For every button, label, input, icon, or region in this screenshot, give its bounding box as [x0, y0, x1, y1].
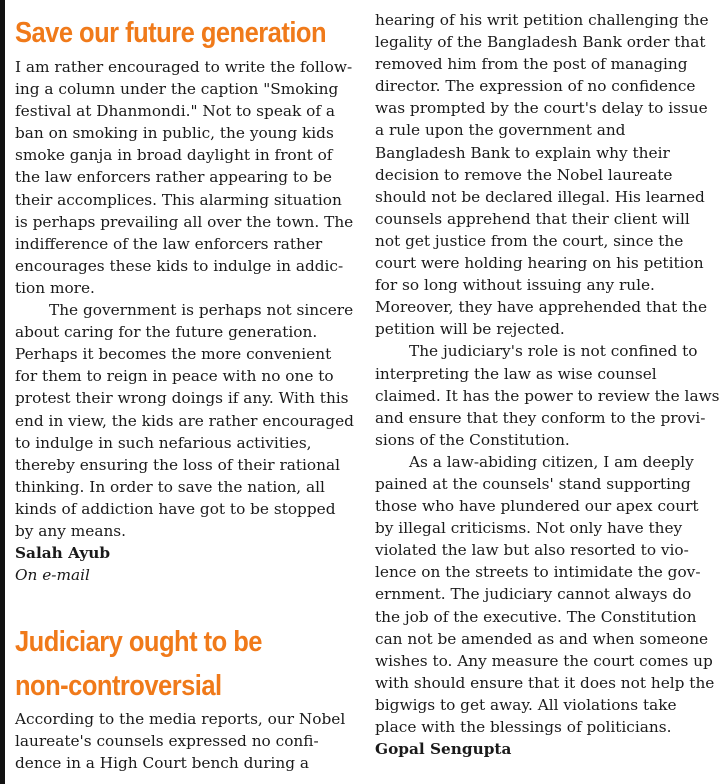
text-line: the job of the executive. The Constitution: [375, 607, 697, 626]
text-line: removed him from the post of managing: [375, 55, 688, 74]
text-line: claimed. It has the power to review the laws: [375, 386, 720, 405]
text-line: their accomplices. This alarming situation: [15, 190, 342, 209]
text-line: not get justice from the court, since the: [375, 231, 684, 250]
text-line: for them to reign in peace with no one to: [15, 367, 334, 386]
text-line: for so long without issuing any rule.: [375, 276, 655, 295]
text-line: bigwigs to get away. All violations take: [375, 695, 677, 714]
letter1-source: On e-mail: [15, 566, 90, 585]
text-line: According to the media reports, our Nobel: [15, 710, 346, 729]
letter2-paragraph-1-part-a: [15, 708, 351, 774]
text-line: protest their wrong doings if any. With this: [15, 389, 349, 408]
letter2-paragraph-1-part-b: [375, 9, 717, 340]
text-line: The judiciary's role is not confined to: [409, 342, 698, 361]
text-line: encourages these kids to indulge in addic-: [15, 256, 344, 275]
text-line: is perhaps prevailing all over the town. The: [15, 212, 354, 231]
left-border-bar: [0, 0, 5, 784]
letter2-headline-line2: non-controversial: [15, 670, 222, 703]
left-column: [15, 0, 354, 775]
text-line: about caring for the future generation.: [15, 323, 318, 342]
text-line: sions of the Constitution.: [375, 430, 570, 449]
text-line: interpreting the law as wise counsel: [375, 364, 657, 383]
text-line: director. The expression of no confidence: [375, 77, 696, 96]
text-line: wishes to. Any measure the court comes up: [375, 651, 713, 670]
text-line: with should ensure that it does not help the: [375, 673, 715, 692]
text-line: thereby ensuring the loss of their rational: [15, 455, 341, 474]
text-line: court were holding hearing on his petition: [375, 254, 704, 273]
text-line: As a law-abiding citizen, I am deeply: [409, 452, 694, 471]
text-line: can not be amended as and when someone: [375, 629, 709, 648]
text-line: tion more.: [15, 278, 95, 297]
text-line: violated the law but also resorted to vio-: [375, 541, 689, 560]
text-line: smoke ganja in broad daylight in front of: [15, 146, 333, 165]
letter2-paragraph-3: [375, 451, 717, 738]
text-line: ernment. The judiciary cannot always do: [375, 585, 692, 604]
text-line: laureate's counsels expressed no confi-: [15, 732, 319, 751]
text-line: legality of the Bangladesh Bank order that: [375, 33, 706, 52]
text-line: ing a column under the caption "Smoking: [15, 80, 339, 99]
text-line: lence on the streets to intimidate the gov-: [375, 563, 701, 582]
letter1-paragraph-2: [15, 299, 354, 542]
letter2-paragraph-2: [375, 340, 720, 450]
text-line: thinking. In order to save the nation, all: [15, 477, 325, 496]
text-line: by illegal criticisms. Not only have they: [375, 519, 683, 538]
letter1-paragraph-1: [15, 56, 354, 299]
text-line: ban on smoking in public, the young kids: [15, 124, 334, 143]
text-line: place with the blessings of politicians.: [375, 718, 672, 736]
text-line: I am rather encouraged to write the follow-: [15, 58, 353, 76]
text-line: Perhaps it becomes the more convenient: [15, 345, 332, 364]
text-line: the law enforcers rather appearing to be: [15, 168, 332, 187]
text-line: Moreover, they have apprehended that the: [375, 298, 708, 317]
letter1-author: Salah Ayub: [15, 544, 111, 563]
letter2-author: Gopal Sengupta: [375, 740, 512, 759]
text-line: should not be declared illegal. His learned: [375, 187, 705, 206]
text-line: by any means.: [15, 521, 127, 540]
text-line: dence in a High Court bench during a: [15, 754, 310, 773]
text-line: The government is perhaps not sincere: [49, 301, 354, 320]
right-column: [375, 9, 720, 760]
letter1-headline: Save our future generation: [15, 17, 327, 49]
letter2-headline-line1: Judiciary ought to be: [15, 626, 262, 659]
text-line: hearing of his writ petition challenging the: [375, 11, 709, 29]
text-line: festival at Dhanmondi." Not to speak of a: [15, 102, 335, 121]
text-line: counsels apprehend that their client will: [375, 209, 690, 228]
text-line: kinds of addiction have got to be stopped: [15, 499, 336, 518]
text-line: petition will be rejected.: [375, 320, 565, 339]
text-line: decision to remove the Nobel laureate: [375, 165, 673, 184]
text-line: to indulge in such nefarious activities,: [15, 433, 312, 452]
text-line: was prompted by the court's delay to issue: [375, 99, 708, 118]
text-line: pained at the counsels' stand supporting: [375, 474, 691, 493]
text-line: Bangladesh Bank to explain why their: [375, 143, 670, 162]
text-line: end in view, the kids are rather encouraged: [15, 411, 354, 430]
text-line: indifference of the law enforcers rather: [15, 234, 323, 253]
text-line: and ensure that they conform to the provi-: [375, 408, 706, 427]
text-line: those who have plundered our apex court: [375, 497, 699, 516]
text-line: a rule upon the government and: [375, 121, 626, 140]
